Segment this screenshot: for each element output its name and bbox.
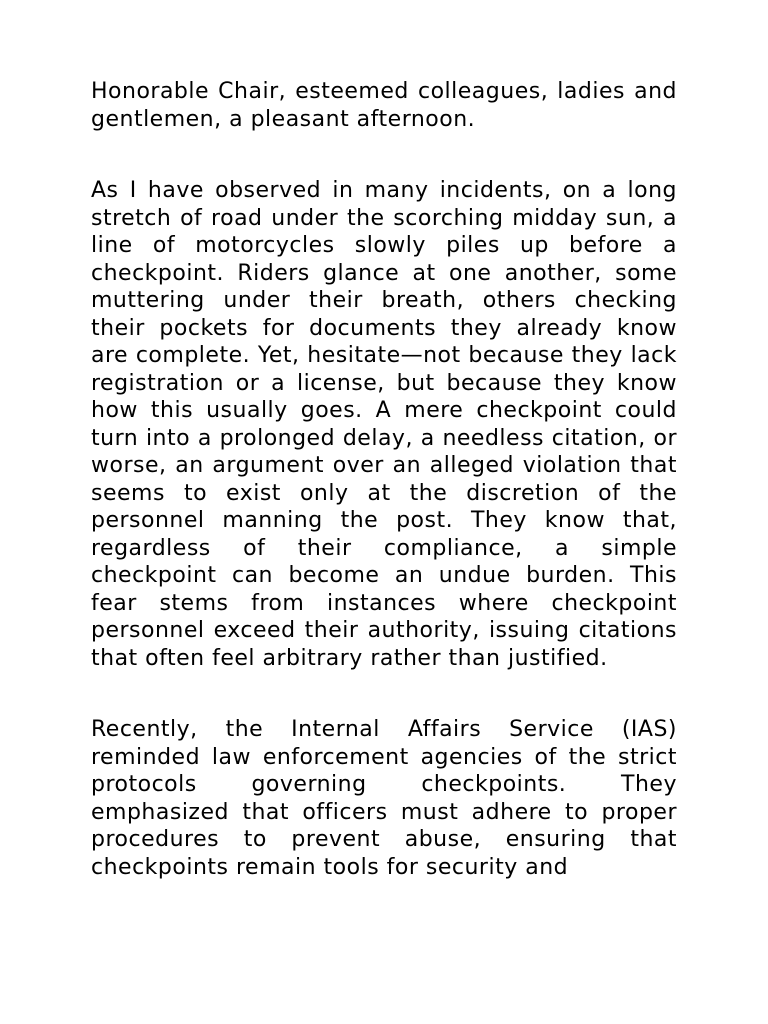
document-page: [91, 78, 677, 881]
paragraph-checkpoint-narrative: As I have observed in many incidents, on a long stretch of road under the scorching midday sun, a line of motorcycles slowly piles up before a checkpoint. Riders glance at one another, some muttering under their breath, others checking their pockets for documents they already know are complete. Yet, hesitate—not because they lack registration or a license, but because they know how this usually goes. A mere checkpoint could turn into a prolonged delay, a needless citation, or worse, an argument over an alleged violation that seems to exist only at the discretion of the personnel manning the post. They know that, regardless of their compliance, a simple checkpoint can become an undue burden. This fear stems from instances where checkpoint personnel exceed their authority, issuing citations that often feel arbitrary rather than justified.: [91, 178, 677, 671]
paragraph-ias-reminder: Recently, the Internal Affairs Service (IAS) reminded law enforcement agencies of the strict protocols governing checkpoints. They emphasized that officers must adhere to proper procedures to prevent abuse, ensuring that checkpoints remain tools for security and: [91, 717, 677, 880]
paragraph-greeting: Honorable Chair, esteemed colleagues, ladies and gentlemen, a pleasant afternoon.: [91, 79, 677, 132]
